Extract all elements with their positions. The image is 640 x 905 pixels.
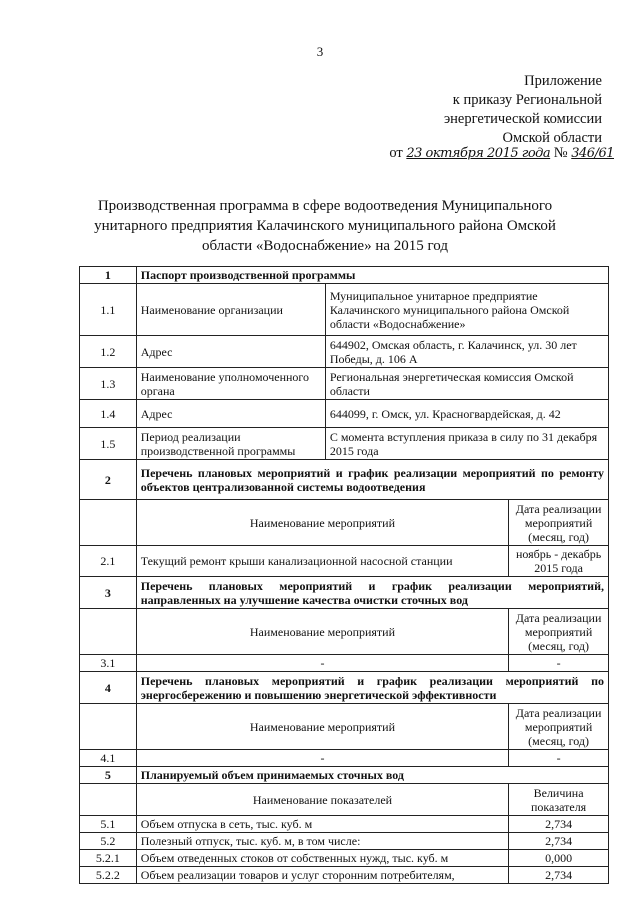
row-number: 1.4 [80, 400, 137, 428]
empty-cell [80, 609, 137, 655]
row-name: Объем реализации товаров и услуг сторонним потребителям, [136, 867, 508, 884]
row-name: Объем отведенных стоков от собственных нужд, тыс. куб. м [136, 850, 508, 867]
row-number: 1.1 [80, 284, 137, 336]
column-header-name: Наименование мероприятий [136, 500, 508, 546]
empty-cell [80, 784, 137, 816]
appendix-line-2: к приказу Региональной [452, 92, 602, 108]
row-label: Адрес [136, 400, 325, 428]
section-number: 1 [80, 267, 137, 284]
row-name: Полезный отпуск, тыс. куб. м, в том числе: [136, 833, 508, 850]
table-row [80, 850, 609, 867]
table-row [80, 546, 609, 577]
section-4-header [80, 672, 609, 704]
row-number: 5.2 [80, 833, 137, 850]
row-name: Текущий ремонт крыши канализационной насосной станции [136, 546, 508, 577]
section-title: Планируемый объем принимаемых сточных вод [136, 767, 608, 784]
order-date-handwritten: 23 октября 2015 года [406, 146, 551, 161]
section-3-header [80, 577, 609, 609]
column-header-row [80, 784, 609, 816]
row-number: 1.3 [80, 368, 137, 400]
order-prefix: от [389, 145, 403, 161]
table-row [80, 816, 609, 833]
appendix-line-1: Приложение [524, 73, 602, 89]
row-date: - [509, 655, 609, 672]
table-row [80, 400, 609, 428]
row-number: 2.1 [80, 546, 137, 577]
table-row [80, 833, 609, 850]
table-row [80, 284, 609, 336]
program-table [79, 266, 609, 884]
row-number: 5.2.2 [80, 867, 137, 884]
row-label: Адрес [136, 336, 325, 368]
row-label: Наименование уполномоченного органа [136, 368, 325, 400]
row-number: 4.1 [80, 750, 137, 767]
appendix-line-3: энергетической комиссии [443, 111, 602, 127]
column-header-name: Наименование показателей [136, 784, 508, 816]
row-value: 2,734 [509, 833, 609, 850]
empty-cell [80, 704, 137, 750]
appendix-header [444, 72, 602, 148]
column-header-value: Величина показателя [509, 784, 609, 816]
table-row [80, 867, 609, 884]
row-name: Объем отпуска в сеть, тыс. куб. м [136, 816, 508, 833]
section-2-header [80, 460, 609, 500]
column-header-date: Дата реализации мероприятий (месяц, год) [509, 704, 609, 750]
column-header-date: Дата реализации мероприятий (месяц, год) [509, 500, 609, 546]
row-value: Муниципальное унитарное предприятие Калачинского муниципального района Омской области «Водоснабжение» [325, 284, 608, 336]
section-title: Паспорт производственной программы [136, 267, 608, 284]
row-number: 3.1 [80, 655, 137, 672]
row-value: 2,734 [509, 867, 609, 884]
row-date: ноябрь - декабрь 2015 года [509, 546, 609, 577]
row-label: Период реализации производственной программы [136, 428, 325, 460]
section-number: 4 [80, 672, 137, 704]
row-name: - [136, 750, 508, 767]
section-title: Перечень плановых мероприятий и график реализации мероприятий по энергосбережению и повышению энергетической эффективности [136, 672, 608, 704]
column-header-row [80, 609, 609, 655]
column-header-row [80, 704, 609, 750]
appendix-line-4: Омской области [502, 130, 602, 146]
row-number: 1.5 [80, 428, 137, 460]
row-value: 2,734 [509, 816, 609, 833]
table-row [80, 368, 609, 400]
table-row [80, 750, 609, 767]
row-value: Региональная энергетическая комиссия Омской области [325, 368, 608, 400]
table-row [80, 655, 609, 672]
section-number: 5 [80, 767, 137, 784]
section-1-header [80, 267, 609, 284]
section-number: 2 [80, 460, 137, 500]
order-number-handwritten: 346/61 [571, 146, 614, 161]
table-row [80, 336, 609, 368]
row-value: С момента вступления приказа в силу по 31 декабря 2015 года [325, 428, 608, 460]
column-header-name: Наименование мероприятий [136, 609, 508, 655]
row-value: 0,000 [509, 850, 609, 867]
document-title: Производственная программа в сфере водоотведения Муниципального унитарного предприятия Калачинского муниципального района Омской области «Водоснабжение» на 2015 год [94, 198, 556, 254]
section-5-header [80, 767, 609, 784]
order-reference [389, 145, 614, 162]
order-number-label: № [553, 145, 568, 161]
table-row [80, 428, 609, 460]
section-title: Перечень плановых мероприятий и график реализации мероприятий по ремонту объектов централизованной системы водоотведения [136, 460, 608, 500]
row-value: 644902, Омская область, г. Калачинск, ул. 30 лет Победы, д. 106 А [325, 336, 608, 368]
row-number: 5.1 [80, 816, 137, 833]
row-number: 5.2.1 [80, 850, 137, 867]
page-number: 3 [316, 44, 324, 59]
column-header-date: Дата реализации мероприятий (месяц, год) [509, 609, 609, 655]
row-date: - [509, 750, 609, 767]
row-value: 644099, г. Омск, ул. Красногвардейская, д. 42 [325, 400, 608, 428]
section-number: 3 [80, 577, 137, 609]
row-name: - [136, 655, 508, 672]
column-header-row [80, 500, 609, 546]
section-title: Перечень плановых мероприятий и график реализации мероприятий, направленных на улучшение качества очистки сточных вод [136, 577, 608, 609]
column-header-name: Наименование мероприятий [136, 704, 508, 750]
row-number: 1.2 [80, 336, 137, 368]
empty-cell [80, 500, 137, 546]
row-label: Наименование организации [136, 284, 325, 336]
